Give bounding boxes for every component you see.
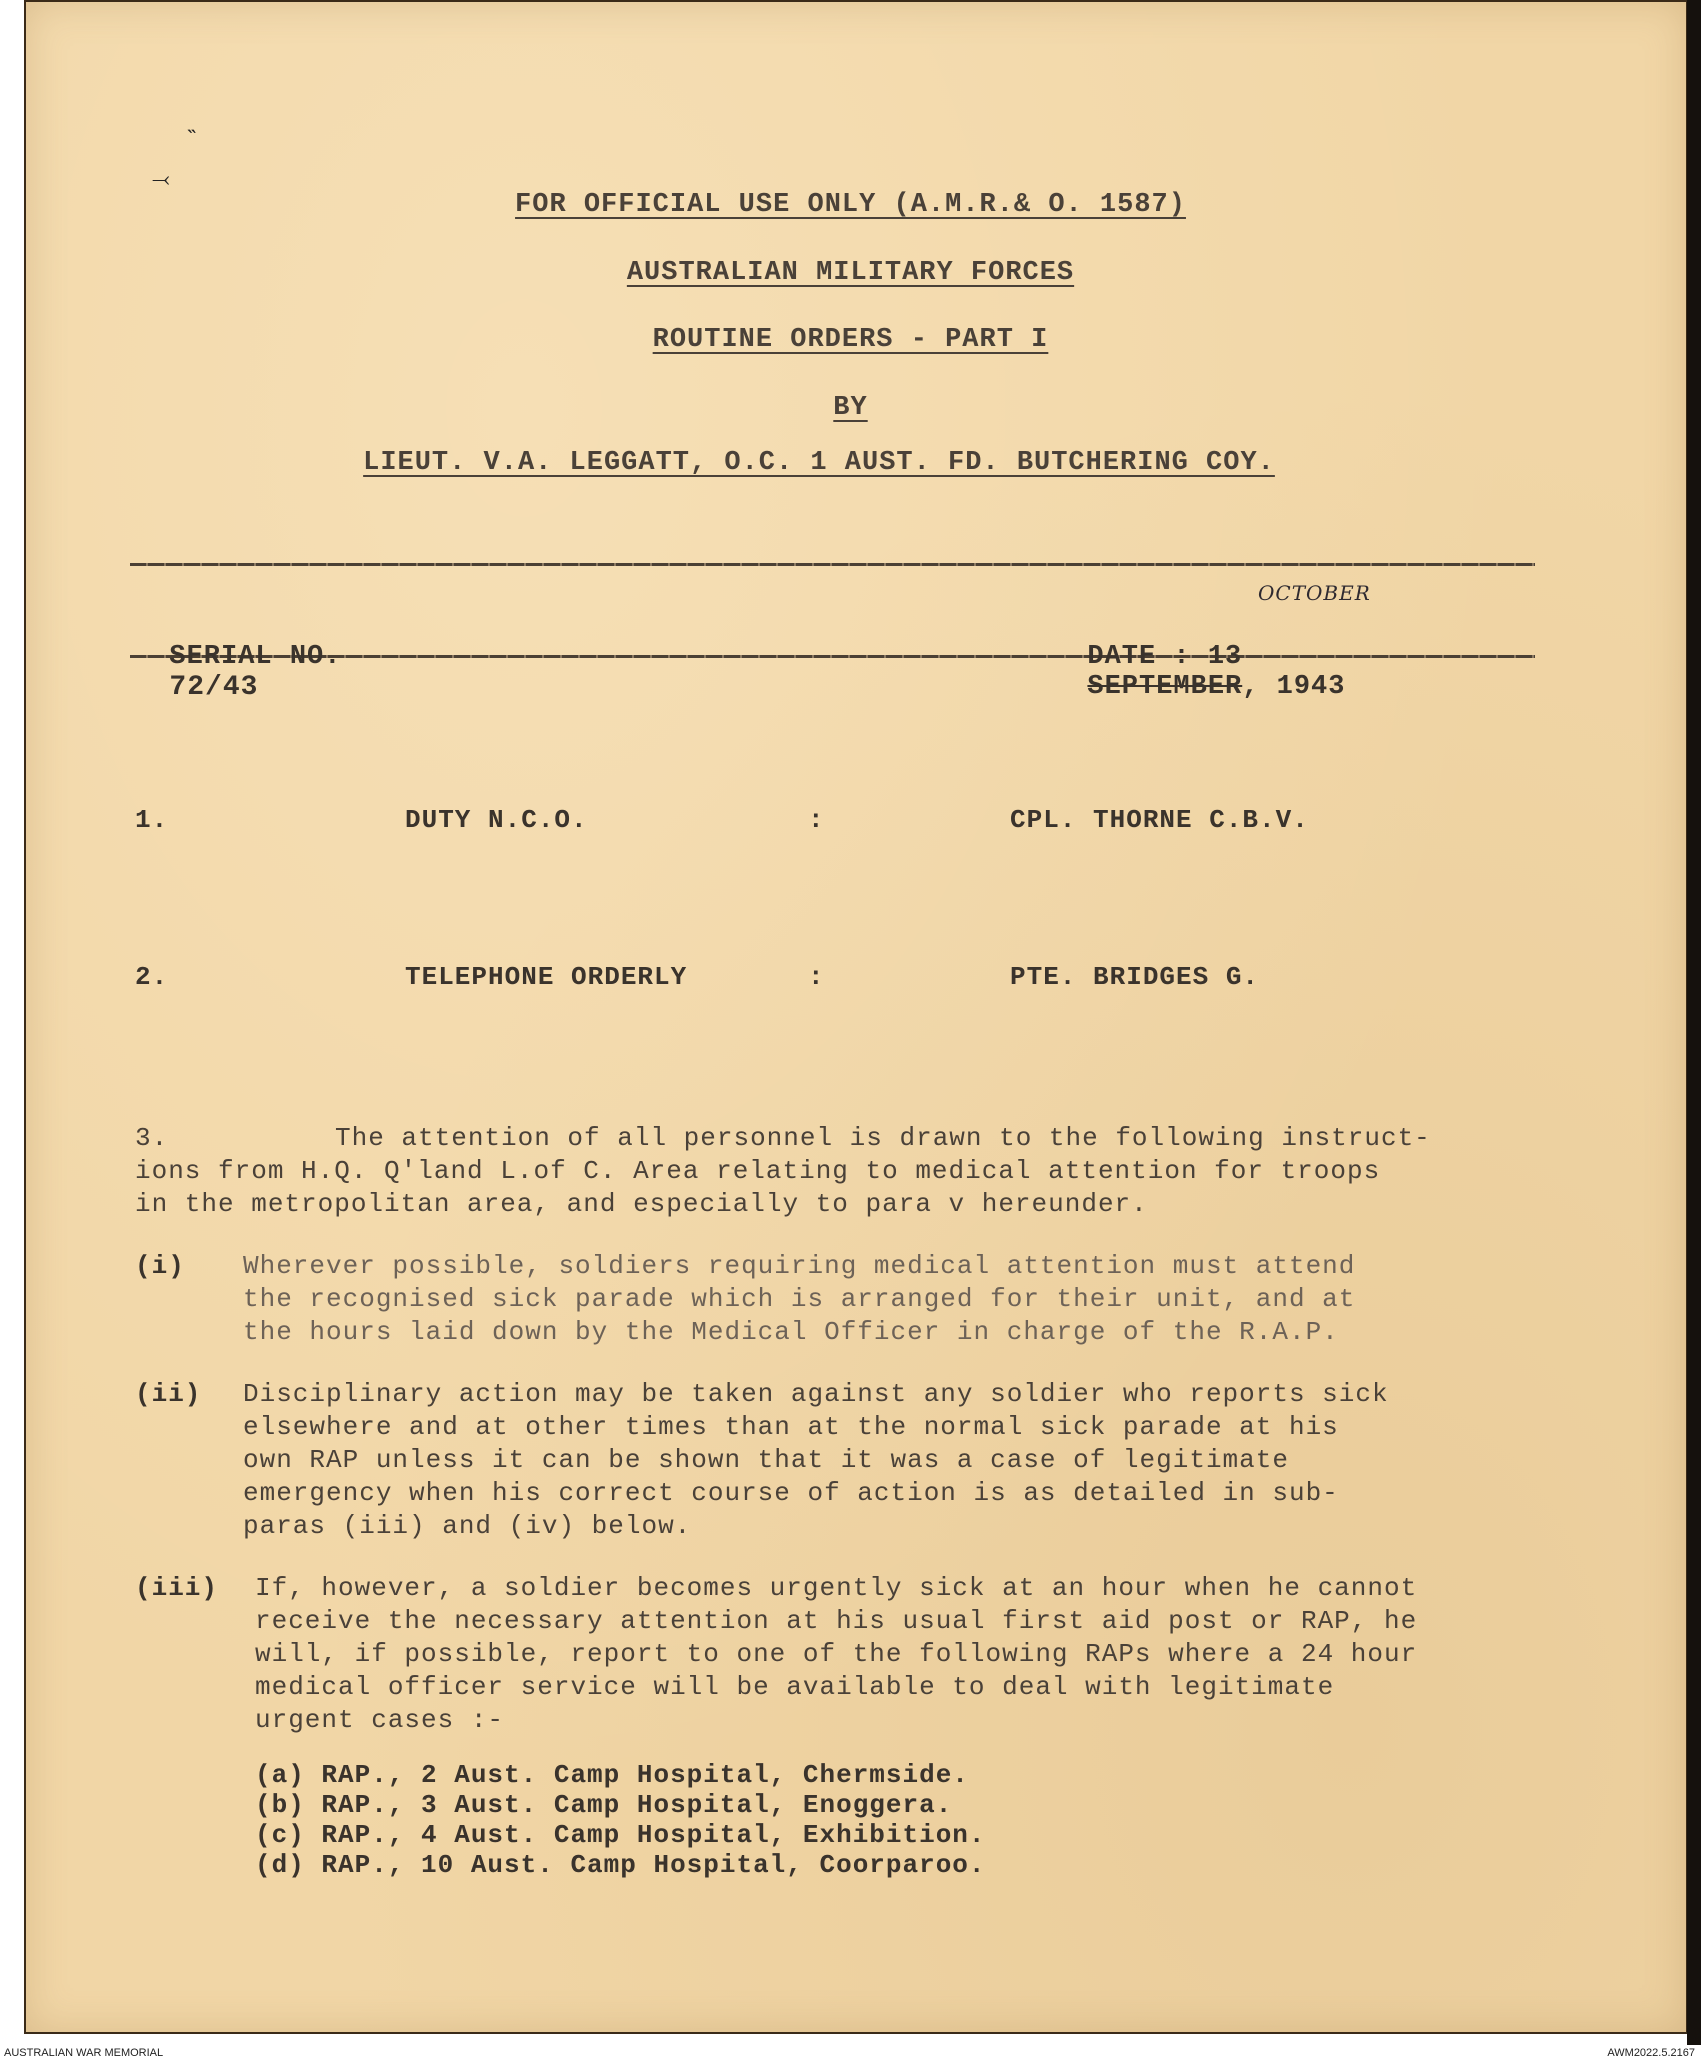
subpara-line: will, if possible, report to one of the following RAPs where a 24 hour xyxy=(255,1639,1418,1669)
header-official-use: FOR OFFICIAL USE ONLY (A.M.R.& O. 1587) xyxy=(515,190,1186,220)
ink-mark: ˵ xyxy=(188,118,202,143)
header-by: BY xyxy=(833,393,868,423)
subpara-line: emergency when his correct course of action is as detailed in sub- xyxy=(243,1478,1339,1508)
subpara-line: elsewhere and at other times than at the normal sick parade at his xyxy=(243,1412,1339,1442)
rap-list-item: (b) RAP., 3 Aust. Camp Hospital, Enoggera. xyxy=(255,1790,953,1820)
serial-label: SERIAL NO. xyxy=(169,642,342,672)
serial-number: 72/43 xyxy=(169,672,259,703)
para3-line: in the metropolitan area, and especially to para v hereunder. xyxy=(135,1189,1148,1219)
serial-row xyxy=(135,612,341,703)
subpara-line: Disciplinary action may be taken against any soldier who reports sick xyxy=(243,1379,1389,1409)
subpara-line: the recognised sick parade which is arranged for their unit, and at xyxy=(243,1284,1356,1314)
rap-list-item: (d) RAP., 10 Aust. Camp Hospital, Coorparoo. xyxy=(255,1850,986,1880)
para3-number: 3. xyxy=(135,1123,169,1153)
item-separator: : xyxy=(808,962,825,992)
rap-list-item: (c) RAP., 4 Aust. Camp Hospital, Exhibition. xyxy=(255,1820,986,1850)
date-struck-month: SEPTEMBER xyxy=(1087,672,1243,702)
subpara-line: If, however, a soldier becomes urgently sick at an hour when he cannot xyxy=(255,1573,1418,1603)
date-handwritten-month: OCTOBER xyxy=(1258,581,1371,605)
item-role: DUTY N.C.O. xyxy=(405,805,588,835)
footer-accession: AWM2022.5.2167 xyxy=(1607,2047,1695,2059)
item-separator: : xyxy=(808,805,825,835)
header-officer: LIEUT. V.A. LEGGATT, O.C. 1 AUST. FD. BUTCHERING COY. xyxy=(363,448,1275,478)
header-routine-orders: ROUTINE ORDERS - PART I xyxy=(652,325,1049,355)
rap-list-item: (a) RAP., 2 Aust. Camp Hospital, Chermside. xyxy=(255,1760,969,1790)
header-forces: AUSTRALIAN MILITARY FORCES xyxy=(626,258,1075,288)
item-name: CPL. THORNE C.B.V. xyxy=(1010,805,1309,835)
subpara-line: medical officer service will be available to deal with legitimate xyxy=(255,1672,1335,1702)
item-name: PTE. BRIDGES G. xyxy=(1010,962,1260,992)
para3-line: The attention of all personnel is drawn to the following instruct- xyxy=(335,1123,1431,1153)
subpara-number: (ii) xyxy=(135,1379,202,1409)
item-number: 2. xyxy=(135,962,169,992)
date-year: , 1943 xyxy=(1242,672,1346,702)
item-role: TELEPHONE ORDERLY xyxy=(405,962,688,992)
para3-line: ions from H.Q. Q'land L.of C. Area relating to medical attention for troops xyxy=(135,1156,1381,1186)
ink-mark: ⤙ xyxy=(152,168,170,193)
subpara-line: urgent cases :- xyxy=(255,1705,505,1735)
divider-rule xyxy=(130,563,1535,566)
item-number: 1. xyxy=(135,805,169,835)
scan-edge xyxy=(1687,0,1701,2045)
subpara-line: the hours laid down by the Medical Officer in charge of the R.A.P. xyxy=(243,1317,1339,1347)
date-row xyxy=(1053,612,1345,702)
subpara-line: receive the necessary attention at his usual first aid post or RAP, he xyxy=(255,1606,1418,1636)
footer-source: AUSTRALIAN WAR MEMORIAL xyxy=(4,2047,164,2059)
subpara-number: (iii) xyxy=(135,1573,219,1603)
date-label: DATE : 13 xyxy=(1087,642,1243,672)
subpara-line: paras (iii) and (iv) below. xyxy=(243,1511,692,1541)
subpara-number: (i) xyxy=(135,1251,185,1281)
subpara-line: Wherever possible, soldiers requiring medical attention must attend xyxy=(243,1251,1356,1281)
subpara-line: own RAP unless it can be shown that it was a case of legitimate xyxy=(243,1445,1289,1475)
